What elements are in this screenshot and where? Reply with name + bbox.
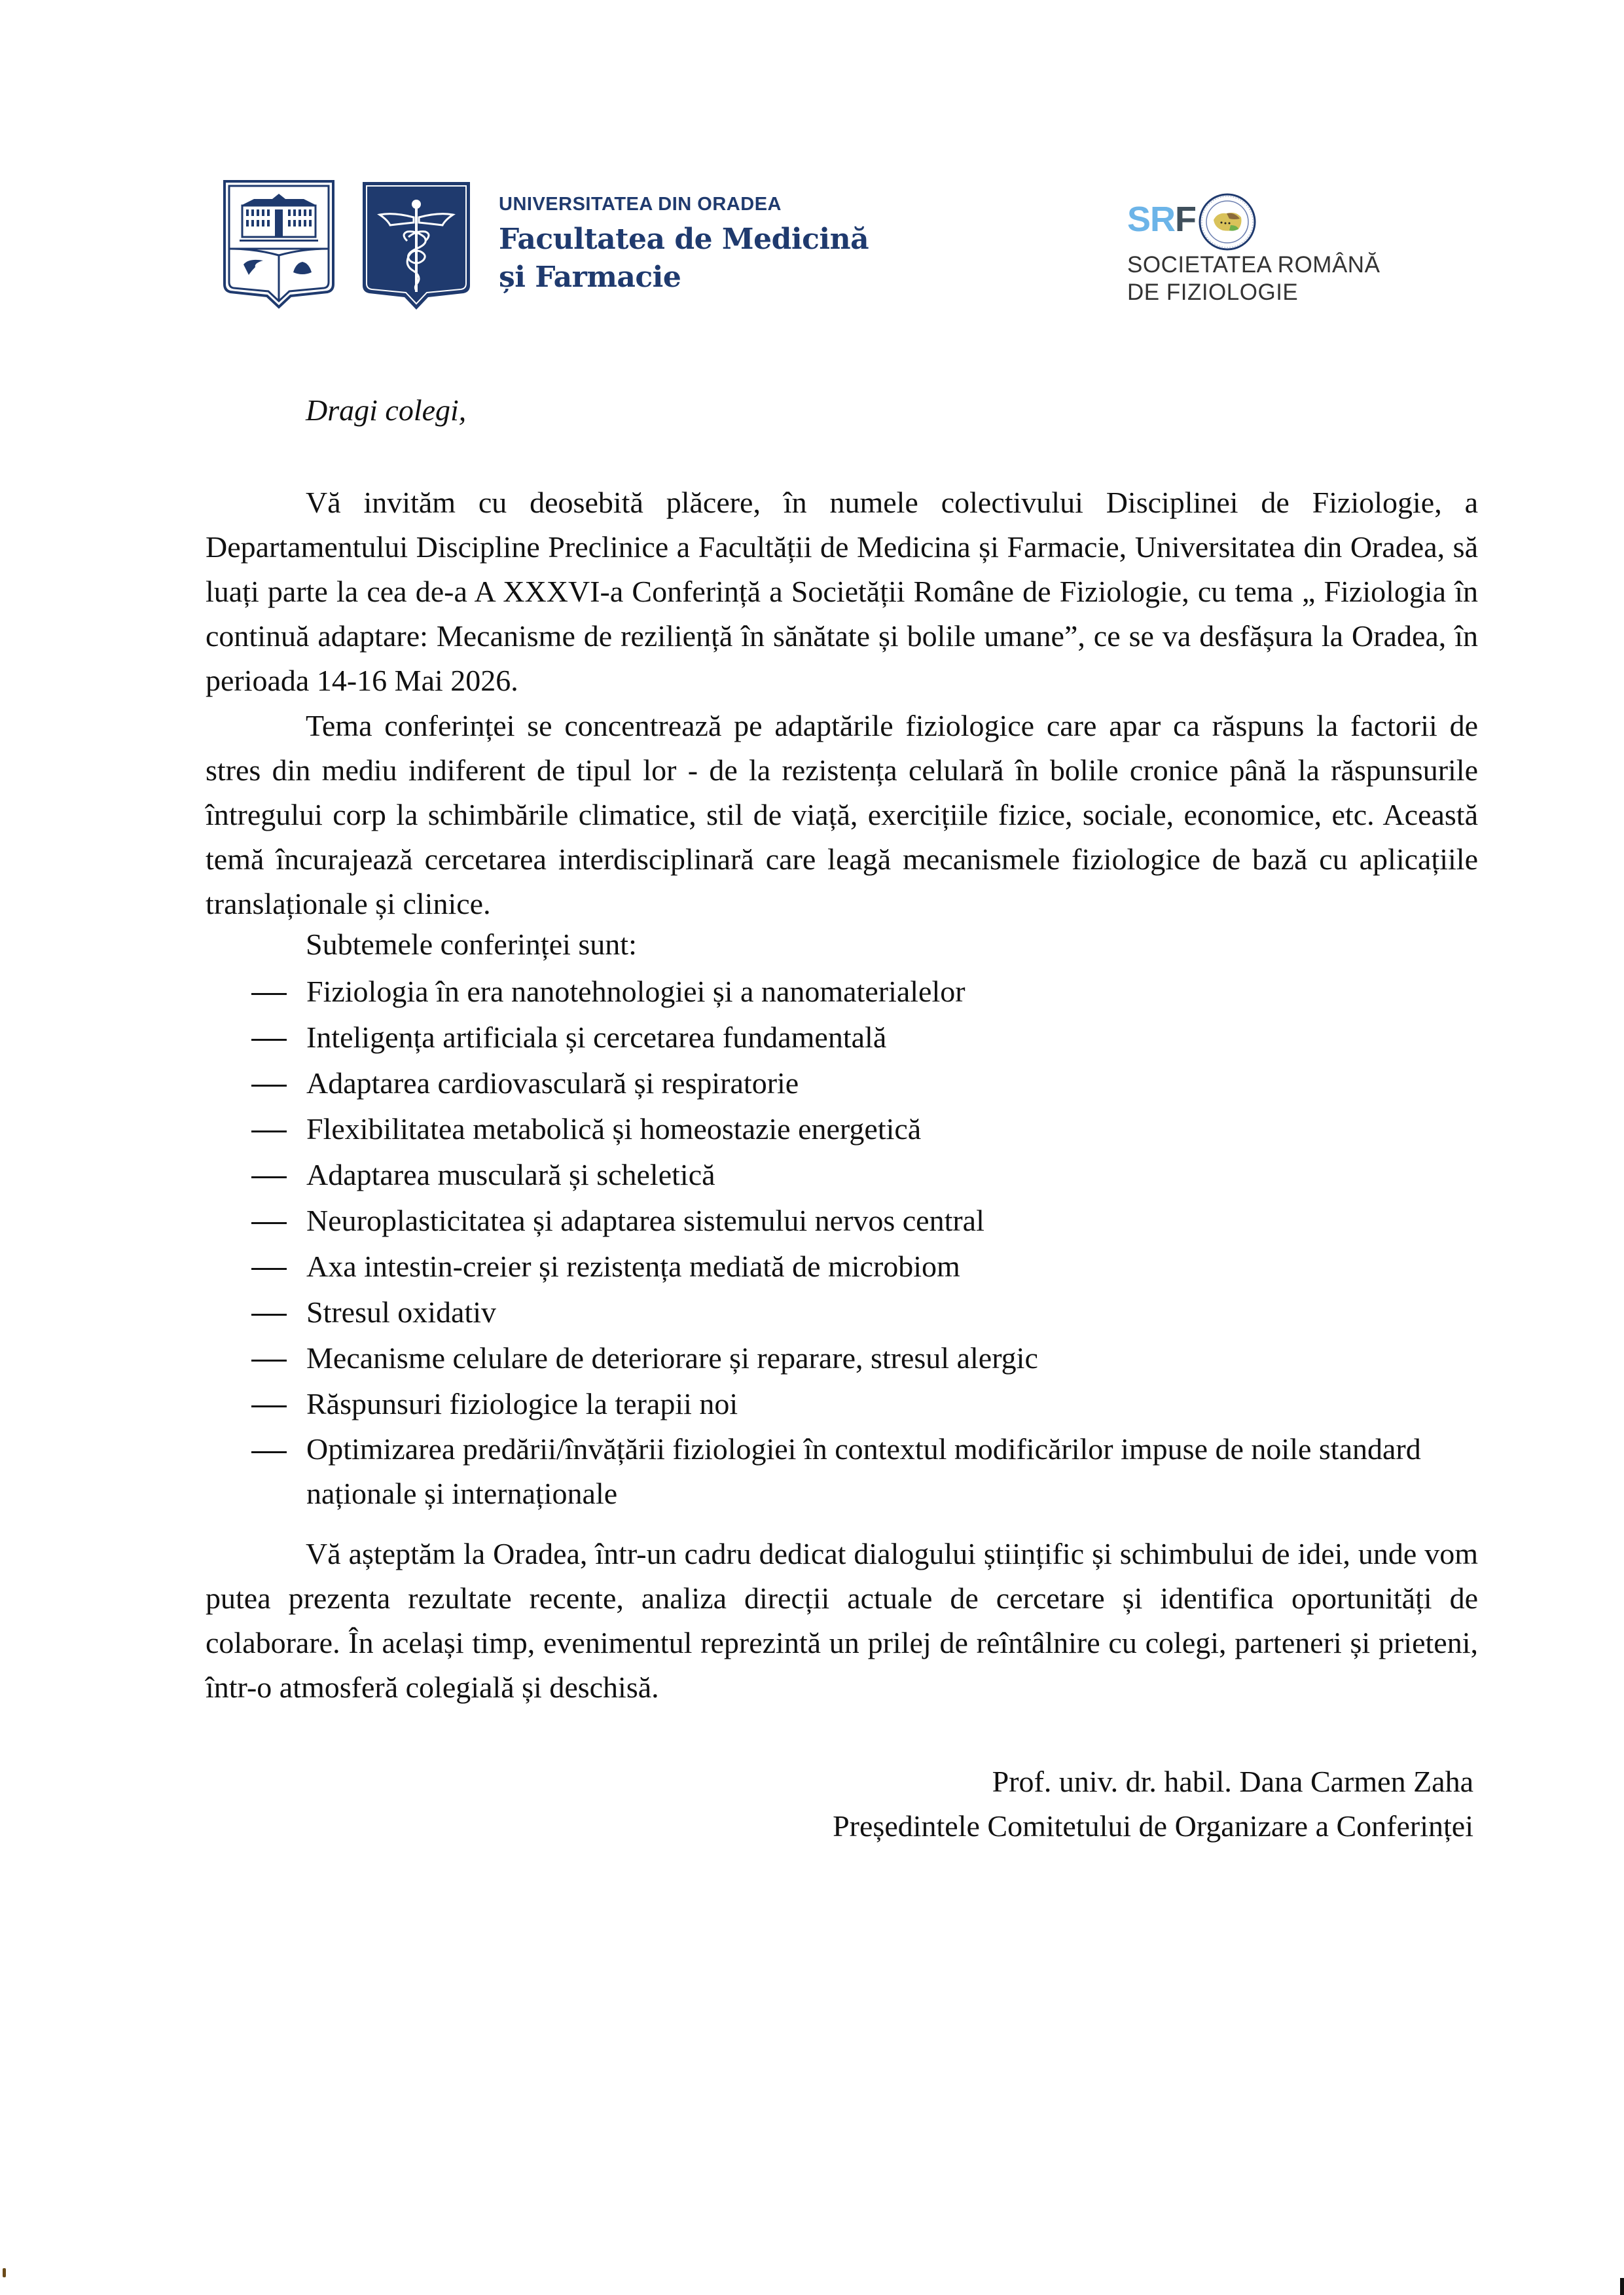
list-item: [251, 1244, 1482, 1290]
paragraph-theme: [206, 704, 1478, 926]
university-crest-icon: [223, 179, 335, 309]
subtopics-list: [251, 969, 1482, 1516]
list-item: [251, 1290, 1482, 1335]
scan-speck: [3, 2268, 6, 2277]
subtopic-text: Neuroplasticitatea și adaptarea sistemului nervos central: [306, 1204, 984, 1237]
subtopic-text: Optimizarea predării/învățării fiziologiei în contextul modificărilor impuse de noile standard naționale și internaționale: [306, 1432, 1421, 1510]
subtopic-text: Adaptarea cardiovasculară și respiratorie: [306, 1066, 799, 1100]
subtopic-text: Inteligența artificiala și cercetarea fundamentală: [306, 1021, 887, 1054]
list-item: [251, 1106, 1482, 1152]
caduceus-shield-icon: [361, 181, 471, 312]
paragraph-closing-text: Vă așteptăm la Oradea, într-un cadru dedicat dialogului științific și schimbului de idei, unde vom putea prezenta rezultate recente, analiza direcții actuale de cercetare și identifica oportunități de colaborare. În același timp, evenimentul reprezintă un prilej de reîntâlnire cu colegi, parteneri și prieteni, într-o atmosferă colegială și deschisă.: [206, 1537, 1478, 1704]
signatory-title: Președintele Comitetului de Organizare a Conferinței: [833, 1809, 1473, 1843]
list-item: [251, 1381, 1482, 1427]
signatory-name: Prof. univ. dr. habil. Dana Carmen Zaha: [992, 1765, 1473, 1798]
faculty-name-line2: și Farmacie: [499, 261, 681, 294]
paragraph-invitation-text: Vă invităm cu deosebită plăcere, în numele colectivului Disciplinei de Fiziologie, a Departamentului Discipline Preclinice a Facultății de Medicina și Farmacie, Universitatea din Oradea, să luați parte la cea de-a A XXXVI-a Conferință a Societății Române de Fiziologie, cu tema „ Fiziologia în continuă adaptare: Mecanisme de reziliență în sănătate și bolile umane”, ce se va desfășura la Oradea, în perioada 14-16 Mai 2026.: [206, 486, 1478, 697]
subtopic-text: Adaptarea musculară și scheletică: [306, 1158, 715, 1191]
subtopic-text: Stresul oxidativ: [306, 1295, 497, 1329]
society-acronym: [1127, 199, 1196, 240]
subtopic-text: Răspunsuri fiziologice la terapii noi: [306, 1387, 738, 1420]
signature-block: [833, 1760, 1473, 1849]
subtopics-intro: Subtemele conferinței sunt:: [306, 928, 637, 961]
scan-edge-mark: [1620, 2278, 1624, 2295]
society-name: [1127, 251, 1380, 306]
faculty-name-line1: Facultatea de Medicină: [499, 223, 869, 256]
acronym-sr: SR: [1127, 200, 1176, 239]
list-item: [251, 1015, 1482, 1060]
paragraph-theme-text: Tema conferinței se concentrează pe adaptările fiziologice care apar ca răspuns la factorii de stres din mediu indiferent de tipul lor - de la rezistența celulară în bolile cronice până la răspunsurile întregului corp la schimbările climatice, stil de viață, exercițiile fizice, sociale, economice, etc. Această temă încurajează cercetarea interdisciplinară care leagă mecanismele fiziologice de bază cu aplicațiile translaționale și clinice.: [206, 709, 1478, 920]
list-item: [251, 1335, 1482, 1381]
subtopic-text: Axa intestin-creier și rezistența mediată de microbiom: [306, 1250, 960, 1283]
university-branding: [499, 194, 869, 297]
university-name: UNIVERSITATEA DIN ORADEA: [499, 194, 782, 215]
srf-seal-icon: [1198, 192, 1257, 251]
list-item: [251, 1152, 1482, 1198]
acronym-f: F: [1175, 200, 1197, 239]
list-item: [251, 1060, 1482, 1106]
list-item: [251, 969, 1482, 1015]
paragraph-closing: [206, 1532, 1478, 1710]
subtopic-text: Mecanisme celulare de deteriorare și reparare, stresul alergic: [306, 1341, 1038, 1375]
society-name-line1: SOCIETATEA ROMÂNĂ: [1127, 252, 1380, 278]
list-item: [251, 1198, 1482, 1244]
list-item: [251, 1427, 1482, 1516]
subtopic-text: Fiziologia în era nanotehnologiei și a nanomaterialelor: [306, 975, 965, 1008]
paragraph-invitation: [206, 480, 1478, 703]
subtopic-text: Flexibilitatea metabolică și homeostazie energetică: [306, 1112, 922, 1146]
greeting: Dragi colegi,: [306, 393, 467, 427]
society-name-line2: DE FIZIOLOGIE: [1127, 280, 1299, 305]
